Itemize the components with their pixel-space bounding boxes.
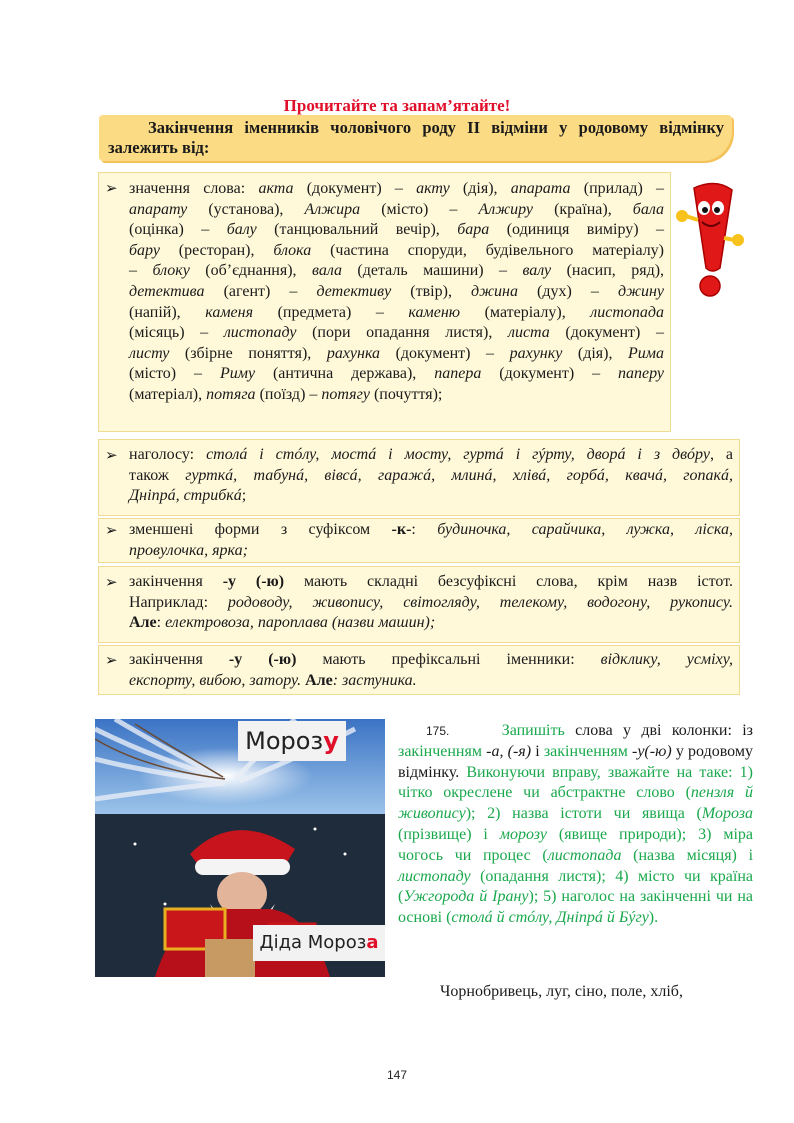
rule-text-segment: детективу [316, 282, 392, 300]
exercise-text-segment: ); 2) назва істоти чи явища ( [465, 805, 702, 823]
exercise-text-segment: (прізвище) і [398, 825, 500, 843]
rule-text-segment: джину [617, 282, 664, 300]
rule-text-segment: (твір), [391, 282, 472, 300]
exercise-175-text [398, 721, 753, 929]
rule-line [129, 671, 733, 692]
rule-text-segment: -у (-ю) [222, 573, 285, 590]
rule-text-segment: (антична держава), [255, 365, 435, 383]
rule-text-segment: потяга [206, 385, 256, 403]
rule-text-segment: (предмета) – [253, 303, 409, 321]
rule-text-segment: (місяць) – [129, 324, 224, 342]
rule-text-segment: акта [258, 180, 294, 197]
rule-text-segment: мають складні безсуфіксні слова, крім назв істот. [284, 573, 734, 590]
rule-text-segment: (установа), [187, 200, 305, 218]
rule-text-segment: детектива [129, 282, 205, 300]
exercise-text-segment: столá й стóлу, Дніпрá й Бýгу [451, 909, 649, 927]
rule-text-segment: (матеріал), [129, 385, 207, 403]
rule-line [129, 344, 664, 365]
rule-text-segment: джина [471, 282, 518, 300]
exercise-text-segment: Мороза [701, 805, 753, 823]
rule-text-segment: Дніпрá, стрибкá [129, 487, 242, 505]
rule-text-segment: (поїзд) – [255, 385, 322, 403]
rule-text-segment: Наприклад: [129, 593, 228, 611]
read-and-remember-title: Прочитайте та запам’ятайте! [283, 96, 511, 115]
exercise-number: 175. [426, 724, 450, 738]
rule-box-compound [98, 566, 740, 643]
rule-box-stress [98, 439, 740, 516]
rule-text-segment: рахунку [509, 344, 563, 362]
rule-text-segment: бала [632, 200, 665, 218]
rule-diminutive-text [129, 520, 733, 561]
rule-text-segment: -к- [391, 521, 412, 538]
rule-text-segment: Риму [219, 365, 256, 383]
rule-text-segment: листу [129, 344, 170, 362]
rule-text-segment: рахунка [326, 344, 381, 362]
rule-line [129, 241, 664, 262]
rule-line [129, 445, 733, 466]
rule-text-segment: (напій), [129, 303, 206, 321]
rule-line [129, 466, 733, 487]
rule-compound-text [129, 572, 733, 634]
rule-line [129, 385, 664, 406]
rule-text-segment: (документ) – [549, 324, 664, 342]
exercise-text-segment: закінченням [398, 742, 482, 760]
rule-text-segment: -у (-ю) [228, 651, 297, 668]
rule-text-segment: Алжира [304, 200, 361, 218]
rule-line [129, 200, 664, 221]
rule-text-segment: (оцінка) – [129, 221, 227, 239]
rule-text-segment: блоку [152, 262, 190, 280]
rule-text-segment: акту [416, 180, 450, 197]
rule-text-segment: (почуття); [369, 385, 443, 403]
rule-text-segment: вала [311, 262, 342, 280]
rule-text-segment: листопада [590, 303, 664, 321]
rule-text-segment: (пори опадання листя), [296, 324, 508, 342]
bullet-arrow-icon: ➢ [105, 181, 118, 197]
label-frost-stem: Мороз [245, 727, 324, 755]
rule-text-segment: (дух) – [517, 282, 618, 300]
exercise-text-segment: Ужгорода й Ірану [403, 888, 529, 906]
rule-text-segment: листа [507, 324, 550, 342]
rule-text-segment: Алжиру [478, 200, 533, 218]
rule-box-diminutive [98, 518, 740, 563]
rule-text-segment: каменю [408, 303, 461, 321]
rule-text-segment: потягу [321, 385, 370, 403]
rule-text-segment: листопаду [223, 324, 297, 342]
rule-text-segment: (ресторан), [159, 241, 274, 259]
rule-text-segment: валу [522, 262, 552, 280]
rule-text-segment: апарату [129, 200, 188, 218]
rule-text-segment: відклику, усміху, [600, 651, 733, 668]
rule-line [129, 220, 664, 241]
bullet-arrow-icon: ➢ [105, 448, 118, 464]
rule-text-segment: (документ) – [380, 344, 510, 362]
rule-text-segment: – [129, 262, 153, 280]
rule-text-segment: родоводу, живопису, світогляду, телекому, водогону, рукопису. [227, 593, 734, 611]
rule-text-segment: (місто) – [129, 365, 220, 383]
rule-text-segment: , а [709, 446, 734, 463]
exercise-text-segment: Виконуючи вправу, зважайте на таке: 1) чітко окреслене чи абстрактне слово ( [398, 763, 753, 802]
label-did-ending: а [366, 932, 379, 953]
rule-text-segment: (деталь машини) – [342, 262, 523, 280]
rule-text-segment: паперу [618, 365, 665, 383]
rule-line [129, 303, 664, 324]
rule-text-segment: провулочка, ярка; [129, 541, 248, 559]
rule-text-segment: бару [129, 241, 160, 259]
rule-text-segment: Рима [628, 344, 664, 362]
rule-text-segment: закінчення [129, 651, 229, 668]
rule-text-segment: гурткá, табунá, вівсá, гаражá, млинá, хлівá, горбá, квачá, гопакá, [185, 466, 733, 484]
rule-text-segment: також [129, 466, 186, 484]
rule-text-segment: ; [241, 487, 247, 505]
exercise-text-segment: (опадання листя); 4) місто чи країна ( [398, 867, 753, 906]
bullet-arrow-icon: ➢ [105, 653, 118, 669]
exercise-text-segment: ); 5) наголос на закінченні чи на основі ( [398, 888, 754, 927]
rule-text-segment: значення слова: [129, 180, 259, 197]
rule-text-segment: зменшені форми з суфіксом [129, 521, 392, 538]
rule-text-segment: (документ) – [481, 365, 619, 383]
label-grandfather-frost [253, 925, 385, 961]
rule-text-segment: (агент) – [204, 282, 317, 300]
rule-text-segment: столá і стóлу, мостá і мосту, гуртá і гýрту, дворá і з двóру [206, 446, 710, 463]
rule-text-segment: експорту, вибою, затору. [129, 671, 302, 689]
rule-text-segment: каменя [205, 303, 254, 321]
rule-line [129, 261, 664, 282]
rule-text-segment: (об’єднання), [189, 262, 312, 280]
rule-text-segment: (частина споруди, будівельного матеріалу) [311, 241, 665, 259]
rule-text-segment: (дія), [562, 344, 629, 362]
rule-text-segment: папера [434, 365, 482, 383]
rule-text-segment: (дія), [449, 180, 511, 197]
rule-line [129, 486, 733, 507]
exercise-text-segment: листопада [547, 846, 622, 864]
exercise-verb: Запишіть [501, 722, 565, 739]
exercise-text-segment: пензля й живопису [398, 784, 754, 823]
rule-text-segment: : [411, 521, 438, 538]
rule-line [129, 282, 664, 303]
rule-line [129, 179, 664, 200]
rule-text-segment: бара [457, 221, 490, 239]
exercise-text-segment: у родовому відмінку. [398, 742, 753, 781]
rule-text-segment: (матеріалу), [460, 303, 591, 321]
exercise-word-list: Чорнобривець, луг, сіно, поле, хліб, [440, 983, 683, 1000]
rule-line [129, 650, 733, 671]
rule-text-segment: блока [273, 241, 312, 259]
rule-text-segment: балу [226, 221, 257, 239]
exclamation-mark-icon [672, 180, 752, 300]
rule-text-segment: (країна), [533, 200, 633, 218]
rule-prefix-text [129, 650, 733, 691]
rule-text-segment: Але [129, 614, 157, 632]
rule-text-segment: (одиниця виміру) – [489, 221, 665, 239]
rule-line [129, 323, 664, 344]
rule-line [129, 520, 733, 541]
label-frost [238, 721, 346, 761]
rule-text-segment: мають префіксальні іменники: [296, 651, 601, 668]
rule-text-segment: апарата [510, 180, 571, 197]
exercise-text-segment: (назва місяця) і [621, 846, 754, 864]
exercise-text-segment: слова у дві колонки: із [564, 722, 754, 739]
exercise-text-segment: (явище природи); 3) міра чогось чи процес ( [398, 825, 753, 864]
rule-text-segment: електровоза, пароплава (назви машин); [165, 614, 436, 632]
rule-line [129, 572, 733, 593]
exercise-text-segment: і [531, 742, 544, 760]
rule-line [129, 364, 664, 385]
rule-text-segment: будиночка, сарайчика, лужка, ліска, [437, 521, 733, 538]
rule-text-segment: (насип, ряд), [551, 262, 665, 280]
rule-stress-text [129, 445, 733, 507]
rule-text-segment: : [156, 614, 166, 632]
rule-text-segment: Але [301, 671, 333, 689]
exercise-text-segment: ). [648, 909, 659, 927]
rule-line [129, 593, 733, 614]
exercise-text-segment: закінченням [543, 742, 628, 760]
exercise-text-segment: листопаду [398, 867, 471, 885]
exercise-text-segment: -а, (-я) [481, 742, 532, 760]
bullet-arrow-icon: ➢ [105, 575, 118, 591]
rule-text-segment: : застуника. [332, 671, 417, 689]
rule-banner-text: Закінчення іменників чоловічого роду ІІ відміни у родовому відмінку залежить від: [108, 118, 724, 157]
bullet-arrow-icon: ➢ [105, 523, 118, 539]
rule-box-prefix [98, 645, 740, 695]
exercise-instructions [398, 722, 753, 926]
exercise-text-segment: -у(-ю) [627, 742, 672, 760]
rule-line [129, 541, 733, 562]
rule-meaning-text [129, 179, 664, 406]
rule-line [129, 613, 733, 634]
exercise-text-segment: морозу [499, 825, 548, 843]
rule-text-segment: (документ) – [293, 180, 417, 197]
rule-text-segment: (збірне поняття), [169, 344, 327, 362]
rule-text-segment: (прилад) – [570, 180, 665, 197]
rule-text-segment: (місто) – [360, 200, 479, 218]
page-number: 147 [386, 1068, 408, 1082]
rule-box-meaning [98, 172, 671, 432]
rule-text-segment: (танцювальний вечір), [256, 221, 458, 239]
label-did-stem: Діда Мороз [259, 932, 367, 953]
label-frost-ending: у [323, 727, 339, 755]
rule-text-segment: закінчення [129, 573, 223, 590]
rule-text-segment: наголосу: [129, 446, 207, 463]
